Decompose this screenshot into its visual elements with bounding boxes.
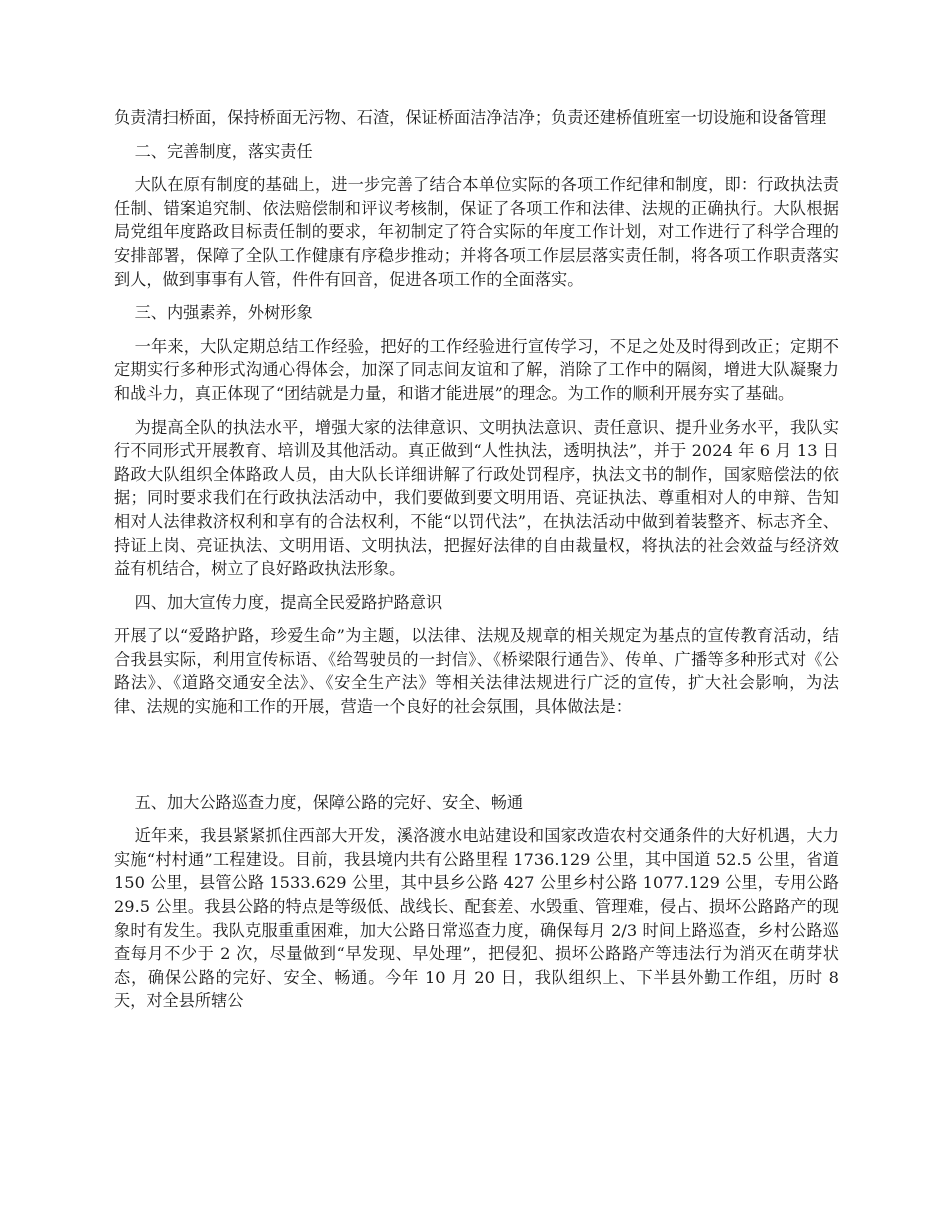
document-body xyxy=(114,106,839,1023)
blank-space xyxy=(114,729,839,791)
paragraph-team-experience: 一年来，大队定期总结工作经验，把好的工作经验进行宣传学习，不足之处及时得到改正；定期不定期实行多种形式沟通心得体会，加深了同志间友谊和了解，消除了工作中的隔阂，增进大队凝聚力和战斗力，真正体现了“团结就是力量，和谐才能进展”的理念。为工作的顺利开展夯实了基础。 xyxy=(114,336,839,403)
paragraph-bridge-cleaning: 负责清扫桥面，保持桥面无污物、石渣，保证桥面洁净洁净；负责还建桥值班室一切设施和设备管理 xyxy=(114,108,827,127)
section-heading-4: 四、加大宣传力度，提高全民爱路护路意识 xyxy=(134,592,443,612)
paragraph-publicity-campaign: 开展了以“爱路护路，珍爱生命”为主题，以法律、法规及规章的相关规定为基点的宣传教育活动，结合我县实际，利用宣传标语、《给驾驶员的一封信》、《桥梁限行通告》、传单、广播等多种形式对《公路法》、《道路交通安全法》、《安全生产法》等相关法律法规进行广泛的宣传，扩大社会影响，为法律、法规的实施和工作的开展，营造一个良好的社会氛围，具体做法是： xyxy=(114,626,839,717)
section-heading-2: 二、完善制度，落实责任 xyxy=(134,141,313,161)
section-heading-5: 五、加大公路巡查力度，保障公路的完好、安全、畅通 xyxy=(134,792,524,812)
paragraph-law-enforcement-training: 为提高全队的执法水平，增强大家的法律意识、文明执法意识、责任意识、提升业务水平，我队实行不同形式开展教育、培训及其他活动。真正做到“人性执法，透明执法”，并于 2024 年 6 月 13 日路政大队组织全体路政人员，由大队长详细讲解了行政处罚程序，执法文书的制作，国家赔偿法的依据；同时要求我们在行政执法活动中，我们要做到要文明用语、亮证执法、尊重相对人的申辩、告知相对人法律救济权利和享有的合法权利，不能“以罚代法”，在执法活动中做到着装整齐、标志齐全、持证上岗、亮证执法、文明用语、文明执法，把握好法律的自由裁量权，将执法的社会效益与经济效益有机结合，树立了良好路政执法形象。 xyxy=(114,417,839,579)
paragraph-road-patrol: 近年来，我县紧紧抓住西部大开发，溪洛渡水电站建设和国家改造农村交通条件的大好机遇，大力实施“村村通”工程建设。目前，我县境内共有公路里程 1736.129 公里，其中国道 52.5 公里，省道 150 公里，县管公路 1533.629 公里，其中县乡公路 427 公里乡村公路 1077.129 公里，专用公路 29.5 公里。我县公路的特点是等级低、战线长、配套差、水毁重、管理难，侵占、损坏公路路产的现象时有发生。我队克服重重困难，加大公路日常巡查力度，确保每月 2/3 时间上路巡查，乡村公路巡查每月不少于 2 次，尽量做到“早发现、早处理”，把侵犯、损坏公路路产等违法行为消灭在萌芽状态，确保公路的完好、安全、畅通。今年 10 月 20 日，我队组织上、下半县外勤工作组，历时 8 天，对全县所辖公 xyxy=(114,826,839,1011)
section-heading-3: 三、内强素养，外树形象 xyxy=(134,303,313,323)
paragraph-system-improvement: 大队在原有制度的基础上，进一步完善了结合本单位实际的各项工作纪律和制度，即：行政执法责任制、错案追究制、依法赔偿制和评议考核制，保证了各项工作和法律、法规的正确执行。大队根据局党组年度路政目标责任制的要求，年初制定了符合实际的年度工作计划，对工作进行了科学合理的安排部署，保障了全队工作健康有序稳步推动；并将各项工作层层落实责任制，将各项工作职责落实到人，做到事事有人管，件件有回音，促进各项工作的全面落实。 xyxy=(114,175,839,289)
